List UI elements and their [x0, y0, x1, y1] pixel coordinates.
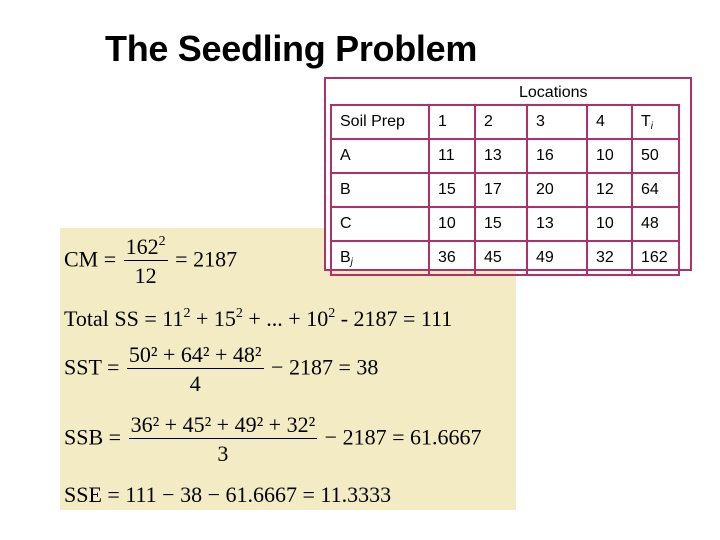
header-location-3: 3 — [526, 104, 586, 138]
header-location-4: 4 — [586, 104, 631, 138]
table-header-row — [330, 104, 680, 138]
cm-denominator: 12 — [134, 263, 157, 288]
row-label: B — [330, 172, 428, 206]
sst-fraction — [127, 344, 264, 395]
table-cell: 10 — [586, 206, 631, 240]
sse-formula: SSE = 111 − 38 − 61.6667 = 11.3333 — [64, 482, 392, 507]
sst-formula — [64, 344, 378, 395]
row-label: A — [330, 138, 428, 172]
row-total: 50 — [631, 138, 680, 172]
sst-rhs: − 2187 = 38 — [271, 354, 379, 380]
cm-exponent: 2 — [158, 234, 166, 249]
sst-denominator: 4 — [189, 371, 201, 396]
ssb-formula — [64, 414, 482, 465]
grand-total: 162 — [631, 240, 680, 276]
table-row — [330, 138, 680, 172]
header-total-sub: i — [650, 121, 654, 132]
table-cell: 13 — [526, 206, 586, 240]
totals-label-main: B — [340, 249, 351, 266]
row-total: 64 — [631, 172, 680, 206]
total-ss-exp: 2 — [328, 306, 336, 321]
table-cell: 45 — [474, 240, 526, 276]
total-ss-exp: 2 — [183, 306, 191, 321]
total-ss-exp: 2 — [235, 306, 243, 321]
table-cell: 10 — [428, 206, 474, 240]
header-total-main: T — [641, 113, 651, 130]
table-cell: 36 — [428, 240, 474, 276]
ssb-rhs: − 2187 = 61.6667 — [324, 424, 482, 450]
header-location-1: 1 — [428, 104, 474, 138]
sst-lhs: SST = — [64, 354, 120, 380]
table-row — [330, 172, 680, 206]
row-label: C — [330, 206, 428, 240]
total-ss-formula — [64, 308, 452, 330]
row-total: 48 — [631, 206, 680, 240]
table-cell: 12 — [586, 172, 631, 206]
table-cell: 11 — [428, 138, 474, 172]
header-total — [631, 104, 680, 138]
table-cell: 20 — [526, 172, 586, 206]
table-cell: 15 — [428, 172, 474, 206]
table-row — [330, 206, 680, 240]
ssb-numerator: 36² + 45² + 49² + 32² — [130, 412, 316, 437]
table-cell: 17 — [474, 172, 526, 206]
cm-fraction — [124, 236, 168, 287]
ssb-fraction — [129, 414, 318, 465]
sst-numerator: 50² + 64² + 48² — [128, 342, 262, 367]
total-ss-part: Total SS = 11 — [64, 306, 184, 331]
cm-lhs: CM = — [64, 246, 117, 272]
total-ss-part: + 15 — [190, 306, 236, 331]
cm-formula — [64, 236, 237, 287]
totals-row-label — [330, 240, 428, 276]
total-ss-part: + ... + 10 — [242, 306, 329, 331]
cm-numerator: 162 — [125, 234, 159, 259]
table-cell: 15 — [474, 206, 526, 240]
table-cell: 49 — [526, 240, 586, 276]
slide-title: The Seedling Problem — [105, 28, 478, 69]
totals-row — [330, 240, 680, 276]
total-ss-part: - 2187 = 111 — [335, 306, 453, 331]
ssb-denominator: 3 — [217, 441, 229, 466]
table-cell: 32 — [586, 240, 631, 276]
totals-label-sub: j — [350, 257, 353, 268]
header-soil-prep: Soil Prep — [330, 104, 428, 138]
header-location-2: 2 — [474, 104, 526, 138]
table-cell: 16 — [526, 138, 586, 172]
table-cell: 13 — [474, 138, 526, 172]
data-table — [330, 104, 680, 276]
table-cell: 10 — [586, 138, 631, 172]
locations-header: Locations — [519, 84, 588, 101]
cm-rhs: = 2187 — [175, 246, 238, 272]
ssb-lhs: SSB = — [64, 424, 122, 450]
